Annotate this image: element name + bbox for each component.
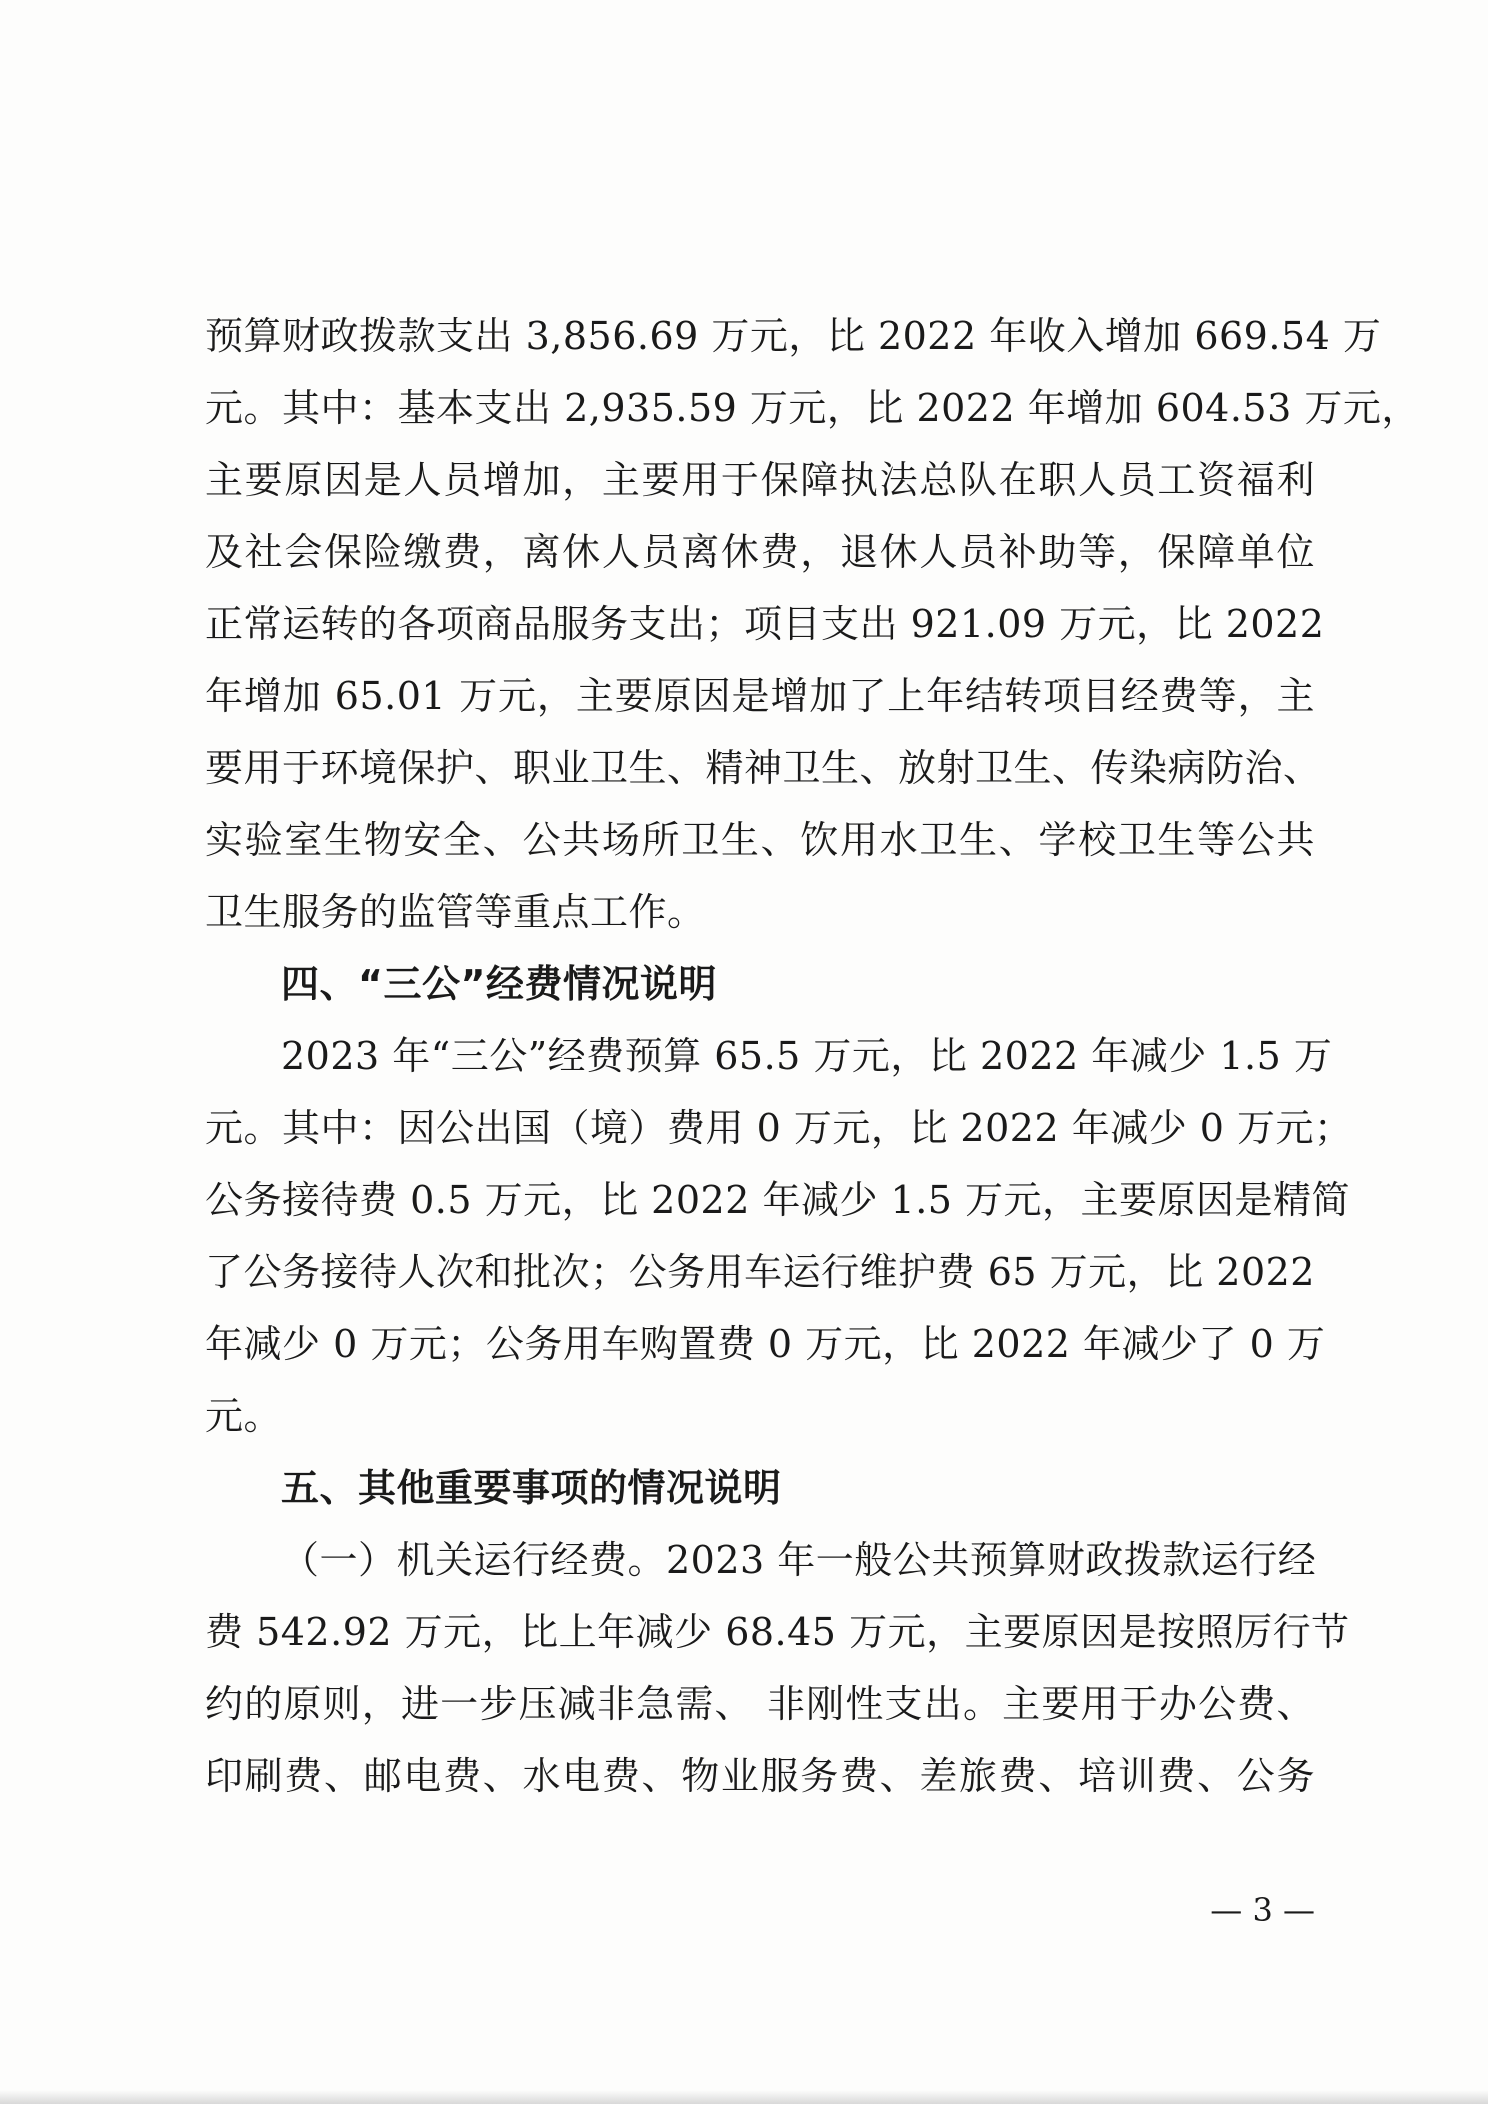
page-number: — 3 — xyxy=(1210,1891,1315,1929)
text-line: 元。 xyxy=(205,1394,283,1438)
text-line: 年增加 65.01 万元，主要原因是增加了上年结转项目经费等，主 xyxy=(205,674,1315,718)
section-heading-four: 四、“三公”经费情况说明 xyxy=(281,962,717,1006)
document-body xyxy=(205,300,1420,1812)
text-line: 约的原则，进一步压减非急需、 非刚性支出。主要用于办公费、 xyxy=(205,1682,1315,1726)
scan-edge-divider xyxy=(0,2090,1488,2104)
text-line: 要用于环境保护、职业卫生、精神卫生、放射卫生、传染病防治、 xyxy=(205,746,1322,790)
text-line: 公务接待费 0.5 万元，比 2022 年减少 1.5 万元，主要原因是精简 xyxy=(205,1178,1351,1222)
text-line: 预算财政拨款支出 3,856.69 万元，比 2022 年收入增加 669.54 万 xyxy=(205,314,1382,358)
text-line: 费 542.92 万元，比上年减少 68.45 万元，主要原因是按照厉行节 xyxy=(205,1610,1350,1654)
text-line: 及社会保险缴费，离休人员离休费，退休人员补助等，保障单位 xyxy=(205,530,1315,574)
text-line: 主要原因是人员增加，主要用于保障执法总队在职人员工资福利 xyxy=(205,458,1315,502)
text-line: 实验室生物安全、公共场所卫生、饮用水卫生、学校卫生等公共 xyxy=(205,818,1315,862)
text-line: （一）机关运行经费。2023 年一般公共预算财政拨款运行经 xyxy=(281,1538,1317,1582)
text-line: 元。其中：因公出国（境）费用 0 万元，比 2022 年减少 0 万元； xyxy=(205,1106,1353,1150)
text-line: 印刷费、邮电费、水电费、物业服务费、差旅费、培训费、公务 xyxy=(205,1754,1315,1798)
text-line: 了公务接待人次和批次；公务用车运行维护费 65 万元，比 2022 xyxy=(205,1250,1315,1294)
text-line: 2023 年“三公”经费预算 65.5 万元，比 2022 年减少 1.5 万 xyxy=(281,1034,1333,1078)
text-line: 正常运转的各项商品服务支出；项目支出 921.09 万元，比 2022 xyxy=(205,602,1325,646)
text-line: 卫生服务的监管等重点工作。 xyxy=(205,890,706,934)
section-heading-five: 五、其他重要事项的情况说明 xyxy=(281,1466,782,1510)
text-line: 元。其中：基本支出 2,935.59 万元，比 2022 年增加 604.53 万元， xyxy=(205,386,1420,430)
text-line: 年减少 0 万元；公务用车购置费 0 万元，比 2022 年减少了 0 万 xyxy=(205,1322,1326,1366)
